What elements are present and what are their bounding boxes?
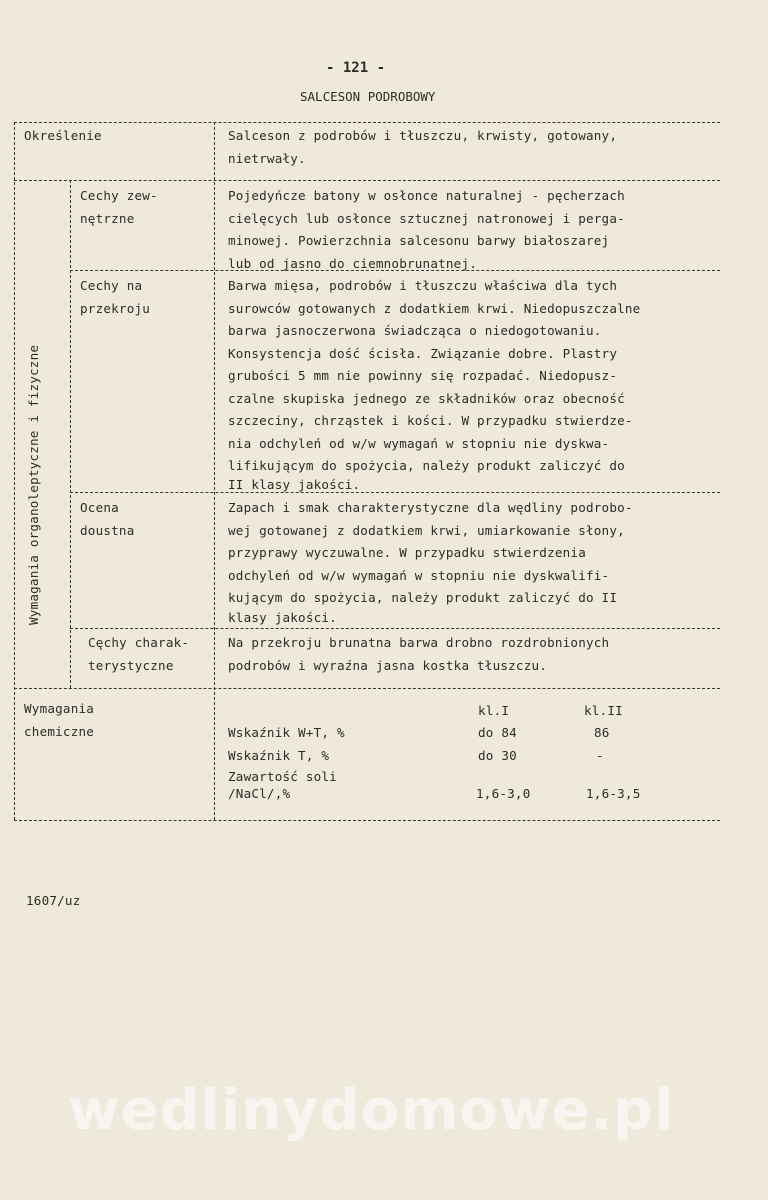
table-divider [14,180,720,181]
chem-item-name: /NaCl/,% [228,786,291,801]
cechy-przekroj-line: Barwa mięsa, podrobów i tłuszczu właściwa dla tych [228,278,618,293]
label-ocena-doustna: Ocena [80,500,119,515]
cechy-zewnetrzne-line: minowej. Powierzchnia salcesonu barwy białoszarej [228,233,610,248]
chem-item-kl2: - [596,747,604,763]
cechy-przekroj-line: Konsystencja dość ścisła. Związanie dobre. Plastry [228,345,618,361]
chem-item-name: Zawartość soli [228,769,337,784]
cechy-przekroj-line: nia odchyleń od w/w wymagań w stopniu nie dyskwa- [228,435,610,451]
label-chemiczne: Wymagania [24,701,95,716]
table-border-top [14,122,720,123]
table-divider [214,122,215,820]
ocena-doustna-line: klasy jakości. [228,610,337,625]
label-cechy-przekroj: przekroju [80,300,151,316]
label-chemiczne: chemiczne [24,723,95,739]
group-label-organoleptyczne: Wymagania organoleptyczne i fizyczne [26,344,41,625]
page-title: SALCESON PODROBOWY [300,89,436,104]
cechy-przekroj-line: szczeciny, chrząstek i kości. W przypadku stwierdze- [228,413,633,428]
footer-code: 1607/uz [26,893,81,908]
chem-item-kl2: 1,6-3,5 [586,786,641,801]
label-cechy-charakterystyczne: terystyczne [88,657,174,673]
table-divider [70,180,71,688]
chem-item-kl2: 86 [594,725,610,740]
label-ocena-doustna: doustna [80,522,135,538]
cechy-przekroj-line: grubości 5 mm nie powinny się rozpadać. Niedopusz- [228,368,618,383]
watermark: wedlinydomowe.pl [68,1078,675,1143]
chem-item-kl1: do 30 [478,747,517,763]
chem-item-name: Wskaźnik W+T, % [228,725,345,740]
ocena-doustna-line: przyprawy wyczuwalne. W przypadku stwierdzenia [228,545,586,560]
label-cechy-przekroj: Cechy na [80,278,143,293]
okreslenie-line: nietrwały. [228,150,306,166]
table-border-bottom [14,820,720,821]
cechy-zewnetrzne-line: cielęcych lub osłonce sztucznej natronowej i perga- [228,210,625,226]
okreslenie-line: Salceson z podrobów i tłuszczu, krwisty, gotowany, [228,128,618,143]
label-okreslenie: Określenie [24,128,102,143]
cechy-zewnetrzne-line: lub od jasno do ciemnobrunatnej. [228,255,478,271]
label-cechy-zewnetrzne: nętrzne [80,210,135,226]
ocena-doustna-line: Zapach i smak charakterystyczne dla wędliny podrobo- [228,500,633,515]
chem-item-kl1: 1,6-3,0 [476,786,531,801]
cechy-przekroj-line: surowców gotowanych z dodatkiem krwi. Niedopuszczalne [228,300,641,316]
chem-item-name: Wskaźnik T, % [228,747,330,763]
cechy-zewnetrzne-line: Pojedyńcze batony w osłonce naturalnej - pęcherzach [228,188,625,203]
table-divider [70,492,720,493]
label-cechy-charakterystyczne: Cęchy charak- [88,635,190,650]
table-border-left [14,122,15,820]
ocena-doustna-line: kującym do spożycia, należy produkt zaliczyć do II [228,590,618,605]
table-divider [14,688,720,689]
page-number: - 121 - [326,60,386,76]
chem-item-kl1: do 84 [478,725,517,740]
col-header-kl1: kl.I [478,703,510,718]
table-divider [70,628,720,629]
label-cechy-zewnetrzne: Cechy zew- [80,188,158,203]
cechy-przekroj-line: czalne skupiska jednego ze składników oraz obecność [228,390,625,406]
cechy-przekroj-line: barwa jasnoczerwona świadcząca o niedogotowaniu. [228,323,602,338]
cechy-charakterystyczne-line: podrobów i wyraźna jasna kostka tłuszczu. [228,657,548,673]
ocena-doustna-line: wej gotowanej z dodatkiem krwi, umiarkowanie słony, [228,522,625,538]
cechy-charakterystyczne-line: Na przekroju brunatna barwa drobno rozdrobnionych [228,635,610,650]
cechy-przekroj-line: lifikującym do spożycia, należy produkt zaliczyć do [228,458,625,473]
col-header-kl2: kl.II [584,703,623,718]
ocena-doustna-line: odchyleń od w/w wymagań w stopniu nie dyskwalifi- [228,567,610,583]
cechy-przekroj-line: II klasy jakości. [228,477,361,492]
